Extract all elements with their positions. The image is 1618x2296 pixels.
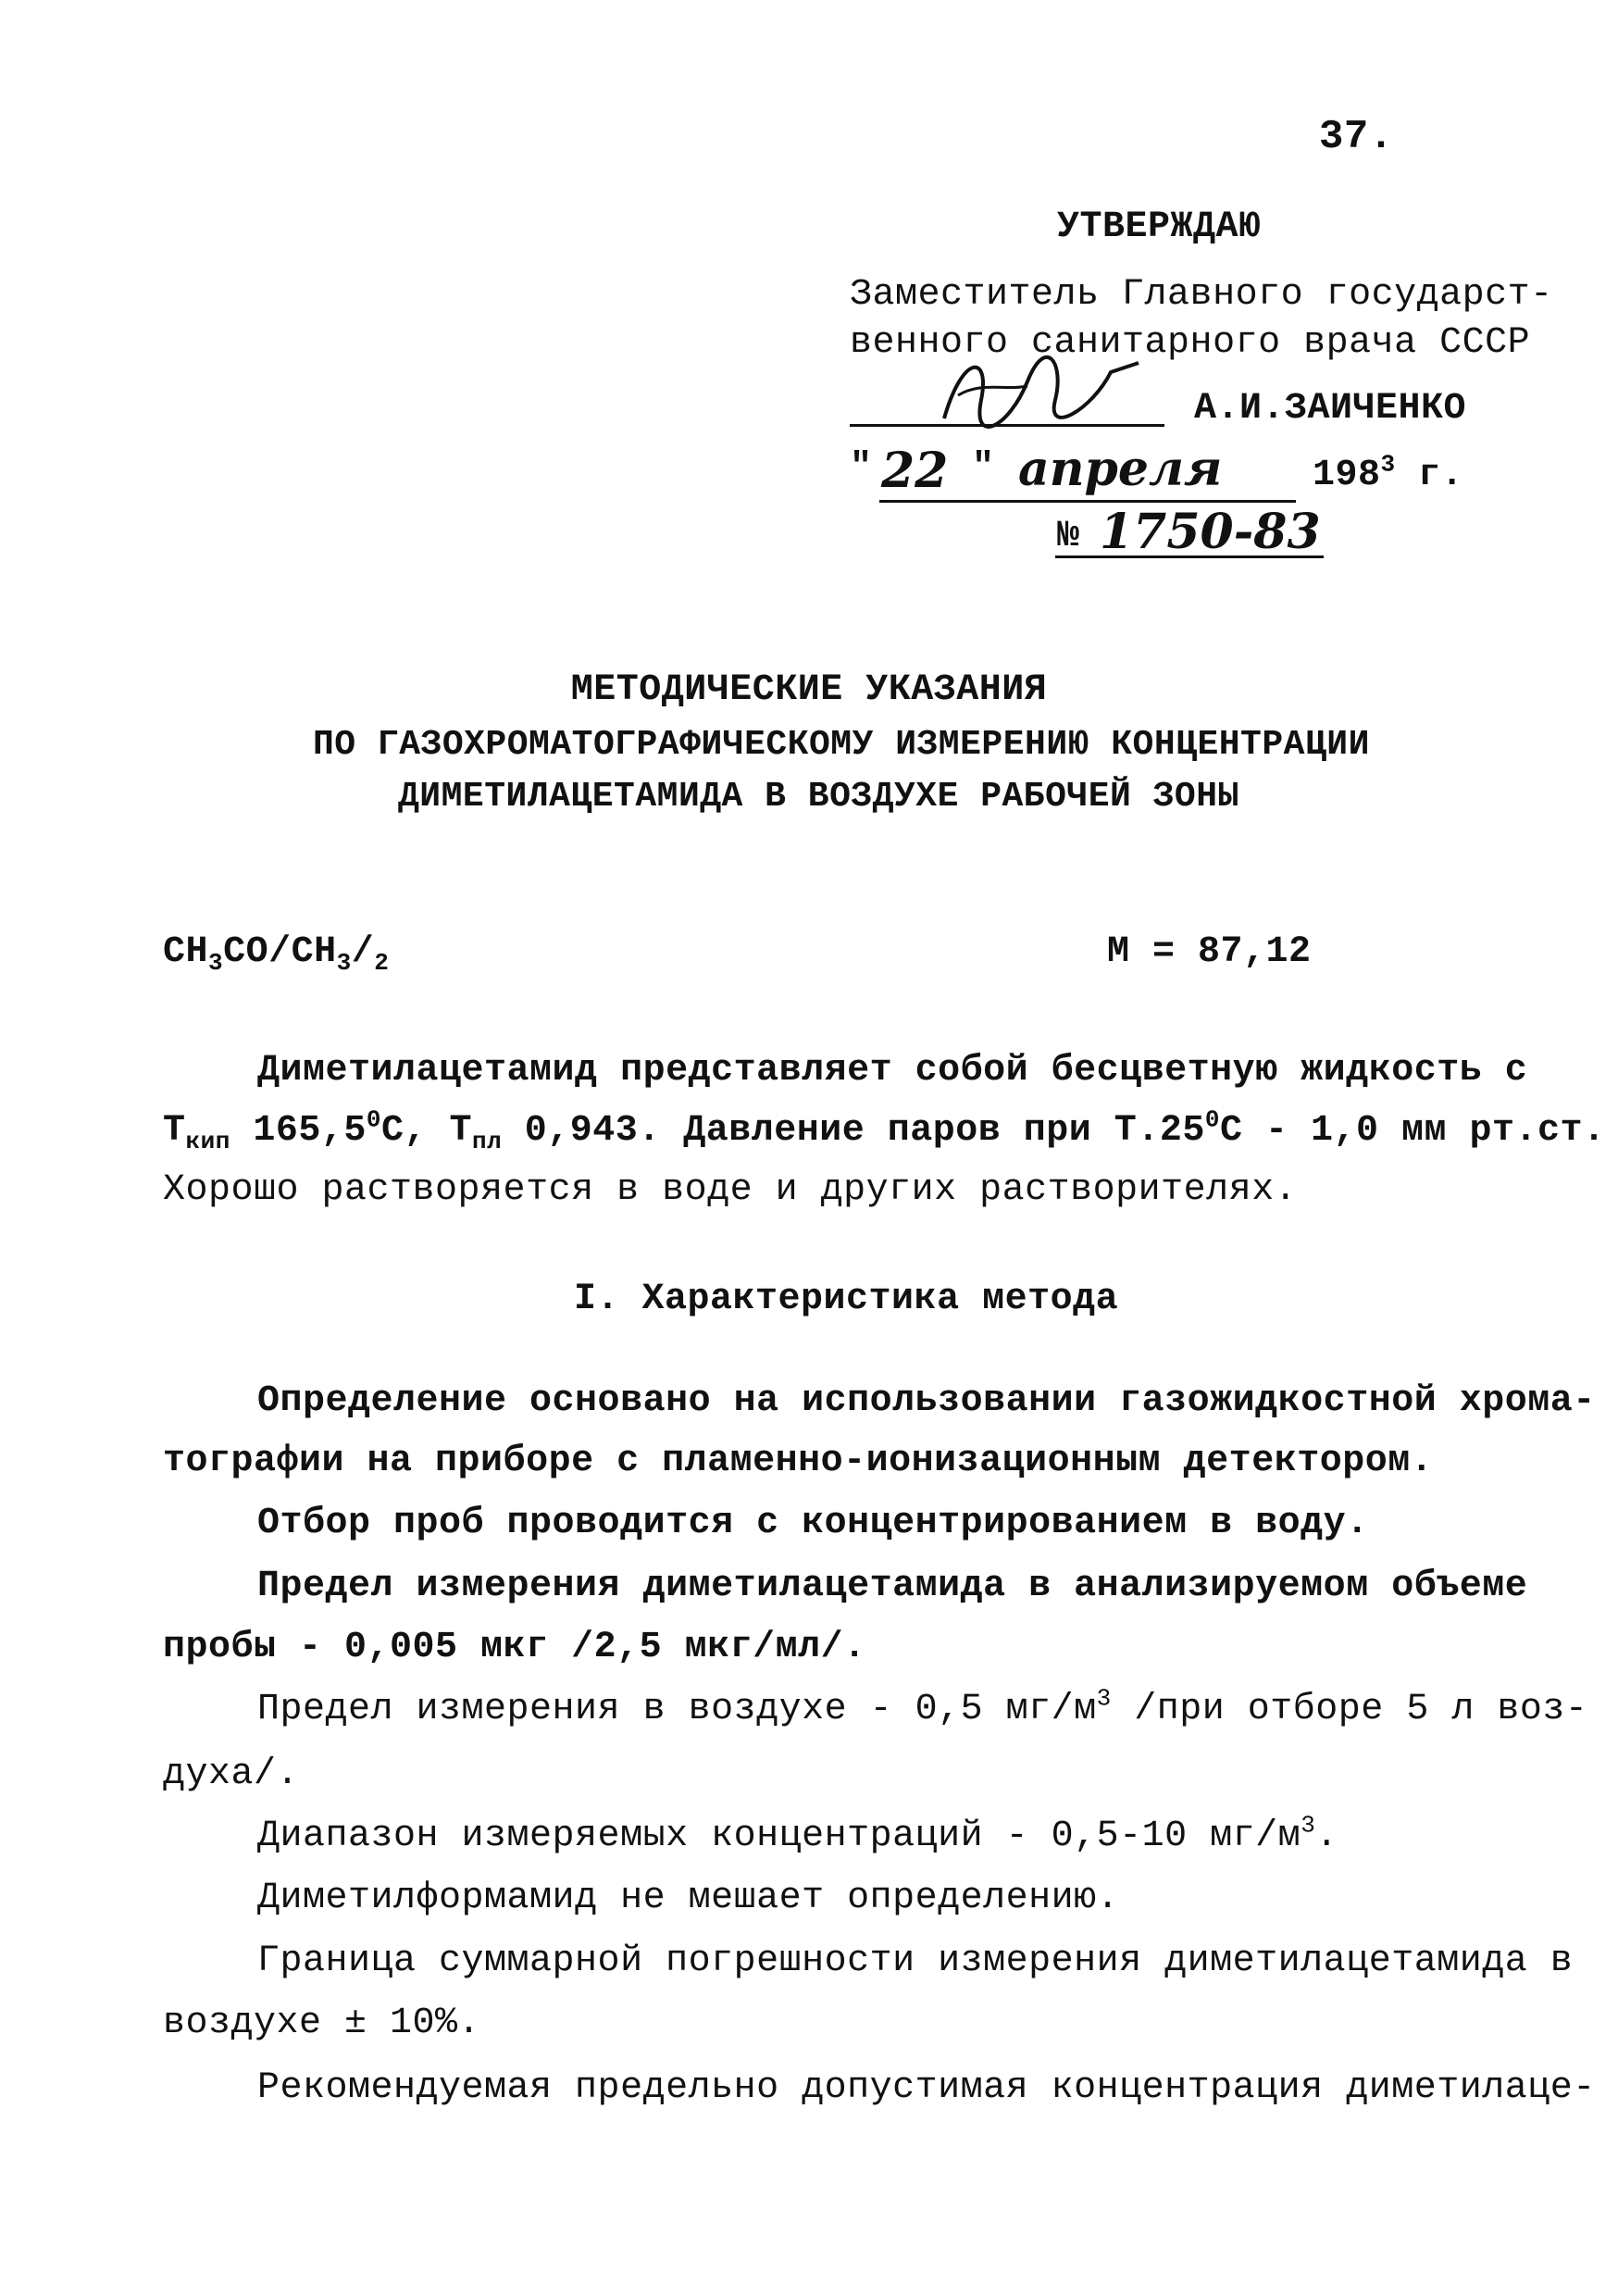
molar-mass: M = 87,12 [1107, 931, 1312, 973]
date-day: 22 [881, 443, 949, 499]
date-close-quote: " [972, 447, 995, 489]
p6: Диметилформамид не мешает определению. [257, 1878, 1120, 1919]
p1-line2: тографии на приборе с пламенно-ионизационным детектором. [163, 1441, 1434, 1482]
p1-line1: Определение основано на использовании газожидкостной хрома- [257, 1380, 1596, 1422]
intro-line2: $T_{кип}$ 165,5$^0$C, $T_{пл}$ 0,943. Давление паров при $Т.25^0C - 1,0$ мм рт.ст. [163, 1105, 1606, 1155]
doc-title-line1: МЕТОДИЧЕСКИЕ УКАЗАНИЯ [570, 669, 1048, 711]
p8: Рекомендуемая предельно допустимая концентрация диметилаце- [257, 2067, 1596, 2109]
section-heading: I. Характеристика метода [574, 1279, 1119, 1320]
p2: Отбор проб проводится с концентрированием в воду. [257, 1503, 1369, 1544]
number-underline [1055, 555, 1324, 558]
document-number: 1750-83 [1100, 504, 1321, 560]
p4-line2: духа/. [163, 1753, 300, 1795]
intro-line1: Диметилацетамид представляет собой бесцветную жидкость с [257, 1050, 1528, 1092]
p3-line1: Предел измерения диметилацетамида в анализируемом объеме [257, 1566, 1528, 1607]
date-year: $198^3$ г. [1313, 450, 1464, 496]
p4-line1: Предел измерения в воздухе - 0,5 $мг/м^3$ /при отборе 5 л воз- [257, 1684, 1588, 1730]
approval-title: УТВЕРЖДАЮ [1057, 206, 1262, 248]
date-month: апреля [1018, 441, 1223, 497]
signature-line [850, 424, 1164, 427]
approval-name: А.И.ЗАИЧЕНКО [1194, 388, 1467, 430]
document-number-prefix: № [1057, 516, 1080, 557]
p7-line1: Граница суммарной погрешности измерения диметилацетамида в [257, 1940, 1574, 1982]
approval-position-line1: Заместитель Главного государст- [850, 274, 1553, 316]
page-number: 37. [1319, 114, 1394, 160]
intro-line3: Хорошо растворяется в воде и других растворителях. [163, 1169, 1298, 1211]
p7-line2: воздухе ± 10%. [163, 2003, 481, 2044]
approval-position-line2: венного санитарного врача СССР [850, 322, 1531, 364]
date-underline [879, 500, 1296, 503]
signature [926, 344, 1148, 437]
doc-title-line2: ПО ГАЗОХРОМАТОГРАФИЧЕСКОМУ ИЗМЕРЕНИЮ КОНЦЕНТРАЦИИ [313, 725, 1370, 765]
p3-line2: пробы - 0,005 мкг /2,5 мкг/мл/. [163, 1627, 866, 1668]
chemical-formula: $CH_3CO/CH_3/_2$ [163, 931, 390, 977]
date-open-quote: " [850, 447, 873, 489]
p5: Диапазон измеряемых концентраций - 0,5-10 $мг/м^3$. [257, 1811, 1338, 1857]
doc-title-line3: ДИМЕТИЛАЦЕТАМИДА В ВОЗДУХЕ РАБОЧЕЙ ЗОНЫ [398, 777, 1239, 817]
